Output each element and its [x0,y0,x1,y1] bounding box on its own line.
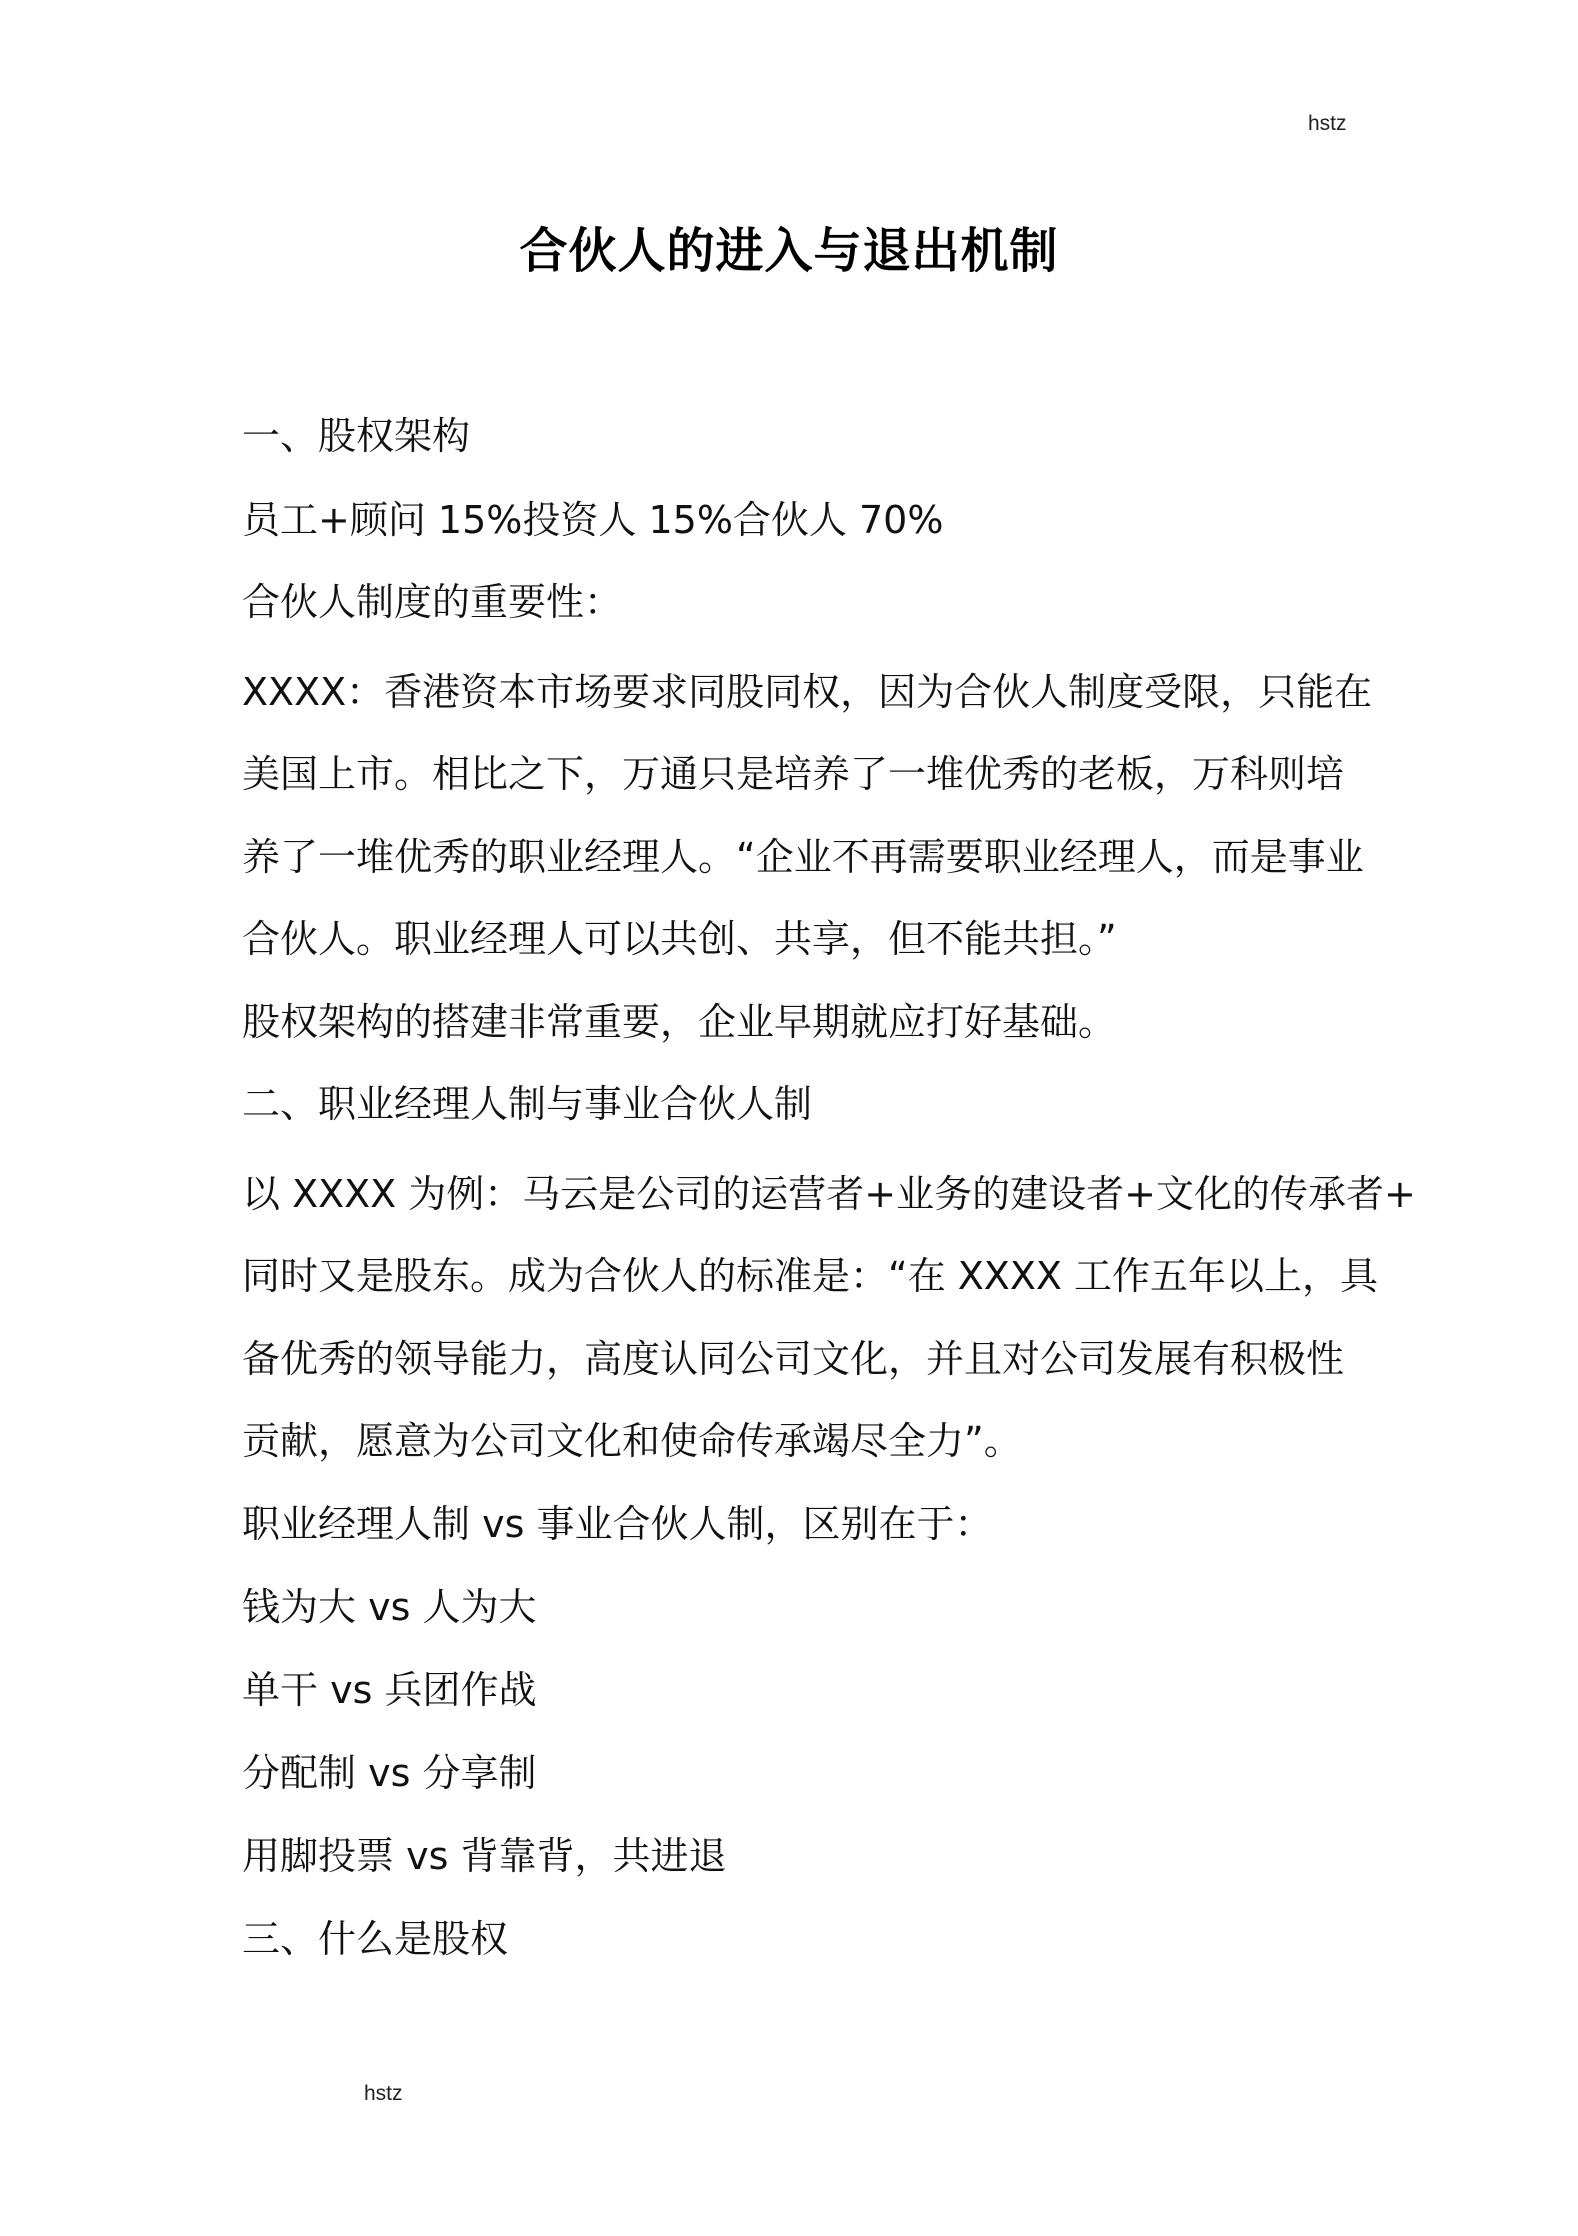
list-item: 分配制 vs 分享制 [242,1751,537,1795]
list-item: 钱为大 vs 人为大 [242,1585,537,1629]
header-mark: hstz [1308,112,1347,135]
paragraph-line: 养了一堆优秀的职业经理人。“企业不再需要职业经理人，而是事业 [242,835,1364,879]
paragraph-line: 同时又是股东。成为合伙人的标准是：“在 XXXX 工作五年以上，具 [242,1254,1378,1298]
paragraph-line: 员工+顾问 15%投资人 15%合伙人 70% [242,498,944,542]
document-title: 合伙人的进入与退出机制 [519,223,1059,279]
paragraph-line: 合伙人。职业经理人可以共创、共享，但不能共担。” [242,917,1117,961]
list-item: 用脚投票 vs 背靠背，共进退 [242,1834,727,1878]
section-heading-2: 二、职业经理人制与事业合伙人制 [242,1082,813,1126]
paragraph-line: 贡献，愿意为公司文化和使命传承竭尽全力”。 [242,1419,1022,1463]
footer-mark: hstz [364,2082,403,2105]
paragraph-line: 职业经理人制 vs 事业合伙人制，区别在于： [242,1502,993,1546]
list-item: 单干 vs 兵团作战 [242,1668,537,1712]
paragraph-line: XXXX：香港资本市场要求同股同权，因为合伙人制度受限，只能在 [242,670,1373,714]
paragraph-line: 股权架构的搭建非常重要，企业早期就应打好基础。 [242,1000,1117,1044]
paragraph-line: 备优秀的领导能力，高度认同公司文化，并且对公司发展有积极性 [242,1337,1345,1381]
paragraph-line: 以 XXXX 为例：马云是公司的运营者+业务的建设者+文化的传承者+ [242,1172,1416,1216]
paragraph-line: 合伙人制度的重要性： [242,580,623,624]
section-heading-3: 三、什么是股权 [242,1917,509,1961]
section-heading-1: 一、股权架构 [242,414,471,458]
paragraph-line: 美国上市。相比之下，万通只是培养了一堆优秀的老板，万科则培 [242,752,1345,796]
